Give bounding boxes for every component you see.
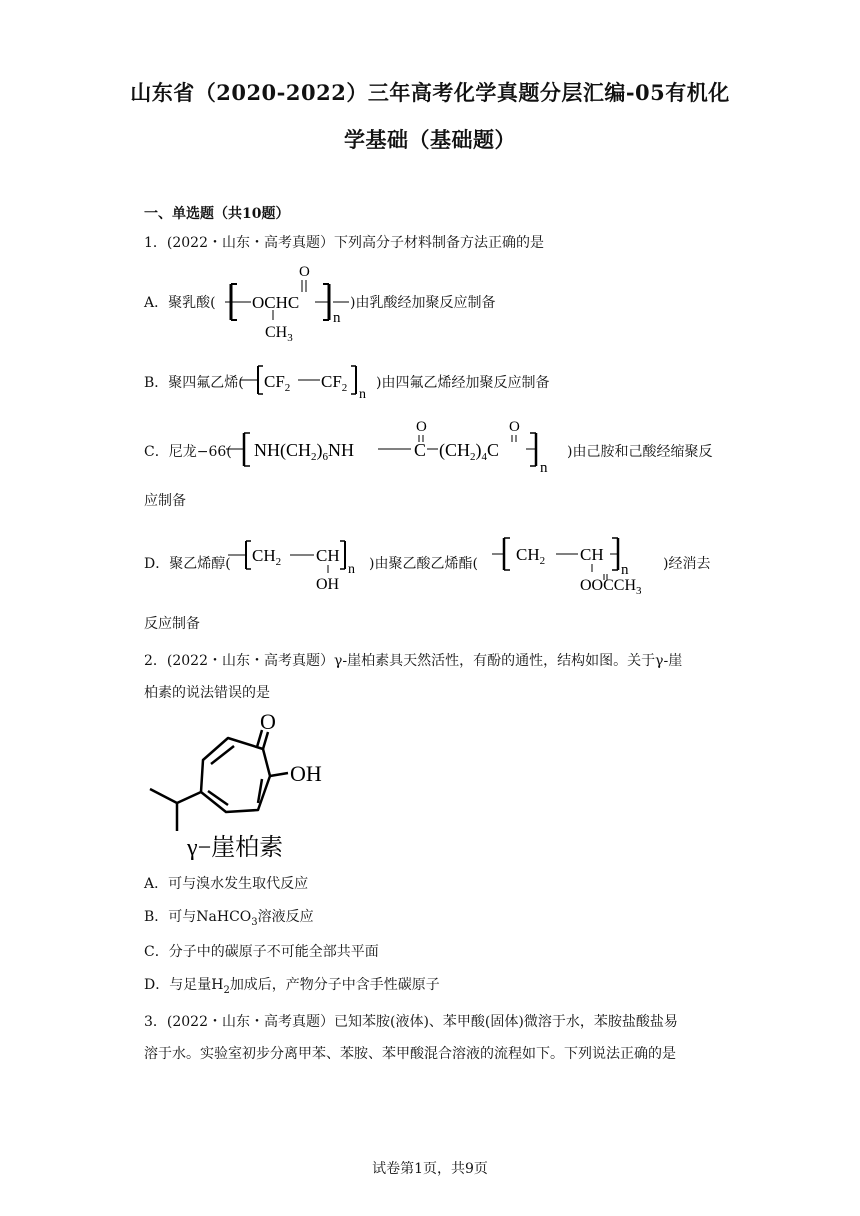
ptfe-formula <box>240 360 375 404</box>
q1-option-c-suffix: )由己胺和己酸经缩聚反 <box>567 444 713 460</box>
q1-option-c-continuation: 应制备 <box>144 493 186 509</box>
q1-option-d-suffix: )经消去 <box>663 556 711 572</box>
nylon-66-formula <box>226 416 566 480</box>
svg-text:n: n <box>333 310 341 326</box>
q2-option-d: D．与足量$H_2$加成后，产物分子中含手性碳原子 <box>144 977 440 996</box>
question-3-stem-line1: 3．(2022・山东・高考真题）已知苯胺(液体)、苯甲酸(固体)微溶于水，苯胺盐酸盐易 <box>144 1014 678 1030</box>
svg-text:n: n <box>621 562 629 578</box>
question-1-stem: 1．(2022・山东・高考真题）下列高分子材料制备方法正确的是 <box>144 235 544 251</box>
q2-option-b: B．可与NaHCO$_3$溶液反应 <box>144 909 314 928</box>
pla-methyl-text: $CH_3$ <box>265 324 293 344</box>
svg-text:CF2: $CF_2$ <box>321 372 348 394</box>
hydroxyl-label: OH <box>290 761 322 786</box>
svg-text:CH: CH <box>316 546 340 565</box>
svg-text:(CH2)4C: $(CH_2)_4C$ <box>439 440 500 463</box>
q2-option-c: C．分子中的碳原子不可能全部共平面 <box>144 944 379 960</box>
q2-option-a: A．可与溴水发生取代反应 <box>144 876 309 892</box>
svg-text:O: O <box>416 419 427 435</box>
pla-carbonyl-o: O <box>299 264 310 280</box>
svg-text:NH(CH2)6NH: $NH(CH_2)_6NH$ <box>254 440 354 463</box>
pla-repeat-unit-text: OCHC <box>252 293 300 312</box>
document-title-line2: 学基础（基础题） <box>344 127 516 152</box>
svg-text:O: O <box>509 419 520 435</box>
q1-option-b-prefix: B．聚四氟乙烯( <box>144 375 244 391</box>
gamma-thujaplicin-structure <box>140 705 340 869</box>
structure-caption: γ−崖柏素 <box>187 835 284 861</box>
q1-option-d-continuation: 反应制备 <box>144 616 200 632</box>
section-heading: 一、单选题（共10题） <box>144 206 290 222</box>
svg-text:CH2: $CH_2$ <box>252 546 282 568</box>
svg-text:CH: CH <box>580 545 604 564</box>
q1-option-c-prefix: C．尼龙−66( <box>144 444 232 460</box>
q1-option-d-mid: )由聚乙酸乙烯酯( <box>369 556 478 572</box>
q1-option-a-suffix: )由乳酸经加聚反应制备 <box>350 295 496 311</box>
polyvinyl-acetate-formula <box>484 530 664 598</box>
page-footer: 试卷第1页，共9页 <box>372 1161 488 1177</box>
question-3-stem-line2: 溶于水。实验室初步分离甲苯、苯胺、苯甲酸混合溶液的流程如下。下列说法正确的是 <box>144 1046 676 1062</box>
svg-text:n: n <box>348 562 355 577</box>
q1-option-b-suffix: )由四氟乙烯经加聚反应制备 <box>376 375 550 391</box>
svg-text:OOCCH3: $OOCCH_3$ <box>580 577 642 594</box>
svg-text:n: n <box>540 460 548 476</box>
svg-text:OH: OH <box>316 576 340 593</box>
q1-option-d-prefix: D．聚乙烯醇( <box>144 556 231 572</box>
document-title-line1: 山东省（2020-2022）三年高考化学真题分层汇编-05有机化 <box>130 80 730 105</box>
svg-text:CF2: $CF_2$ <box>264 372 291 394</box>
question-2-stem-line1: 2．(2022・山东・高考真题）γ-崖柏素具天然活性，有酚的通性，结构如图。关于γ-崖 <box>144 653 683 669</box>
polylactic-acid-formula <box>225 262 350 348</box>
svg-text:n: n <box>359 387 366 400</box>
q1-option-a-prefix: A．聚乳酸( <box>144 295 216 311</box>
carbonyl-o-label: O <box>260 709 276 734</box>
polyvinyl-alcohol-formula <box>228 535 368 597</box>
svg-text:CH2: $CH_2$ <box>516 545 546 567</box>
svg-text:C: C <box>414 440 427 460</box>
question-2-stem-line2: 柏素的说法错误的是 <box>144 685 270 701</box>
